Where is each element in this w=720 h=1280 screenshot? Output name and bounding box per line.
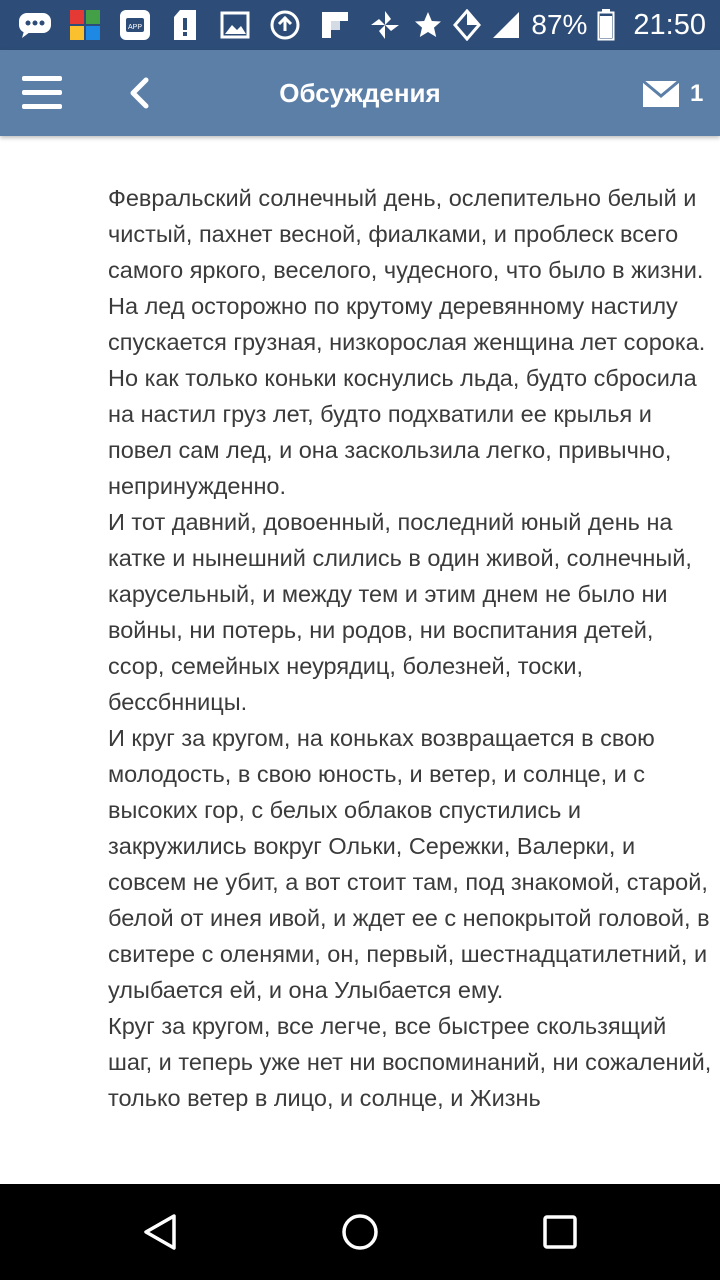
system-indicators — [413, 0, 706, 50]
app-store-icon — [118, 8, 152, 42]
navigation-bar — [0, 1184, 720, 1280]
image-icon — [218, 8, 252, 42]
menu-button[interactable] — [22, 72, 66, 114]
flipboard-icon — [318, 8, 352, 42]
data-saver-icon — [453, 9, 481, 41]
discussion-content[interactable] — [0, 136, 720, 1184]
pinwheel-icon — [368, 8, 402, 42]
post-text — [108, 180, 713, 1116]
back-button[interactable] — [120, 72, 160, 114]
nav-back-button[interactable] — [140, 1212, 180, 1252]
signal-icon — [491, 10, 521, 40]
home-circle-icon — [340, 1212, 380, 1252]
paragraph: Февральский солнечный день, ослепительно белый и чистый, пахнет весной, фиалками, и проблеск всего самого яркого, веселого, чудесного, что было в жизни. — [108, 185, 704, 283]
battery-percent: 87% — [531, 9, 588, 40]
page-title: Обсуждения — [279, 78, 441, 108]
recents-square-icon — [540, 1212, 580, 1252]
nav-recents-button[interactable] — [540, 1212, 580, 1252]
battery-icon — [597, 9, 615, 41]
paragraph: На лед осторожно по крутому деревянному настилу спускается грузная, низкорослая женщина лет сорока. Но как только коньки коснулись льда, будто сбросила на настил груз лет, будто подхватили ее крылья и повел сам лед, и она заскользила легко, привычно, непринужденно. — [108, 293, 706, 499]
download-icon — [268, 8, 302, 42]
messages-button[interactable] — [642, 74, 703, 114]
unread-count-badge: 1 — [690, 80, 704, 107]
app-bar — [0, 50, 720, 136]
app-icon-label: APP — [127, 24, 143, 31]
menu-icon — [22, 76, 62, 81]
paragraph: Круг за кругом, все легче, все быстрее скользящий шаг, и теперь уже нет ни воспоминаний, ни сожалений, только ветер в лицо, и солнце, и Жизнь — [108, 1013, 712, 1111]
nav-home-button[interactable] — [340, 1212, 380, 1252]
apps-icon — [68, 8, 102, 42]
sd-card-alert-icon — [168, 8, 202, 42]
paragraph: И тот давний, довоенный, последний юный день на катке и нынешний слились в один живой, солнечный, карусельный, и между тем и этим днем не было ни войны, ни потерь, ни родов, ни воспитания детей, ссор, семейных неурядиц, болезней, тоски, бессбнницы. — [108, 509, 692, 715]
back-triangle-icon — [140, 1212, 180, 1252]
paragraph: И круг за кругом, на коньках возвращается в свою молодость, в свою юность, и ветер, и солнце, и с высоких гор, с белых облаков спустились и закружились вокруг Ольки, Сережки, Валерки, и совсем не убит, а вот стоит там, под знакомой, старой, белой от инея ивой, и ждет ее с непокрытой головой, в свитере с оленями, он, первый, шестнадцатилетний, и улыбается ей, и она Улыбается ему. — [108, 725, 710, 1003]
chat-bubble-icon — [18, 8, 52, 42]
star-icon — [413, 10, 443, 40]
back-icon — [120, 72, 160, 114]
clock: 21:50 — [633, 8, 706, 41]
status-bar — [0, 0, 720, 50]
notification-icons — [18, 8, 402, 42]
mail-icon — [642, 79, 680, 109]
